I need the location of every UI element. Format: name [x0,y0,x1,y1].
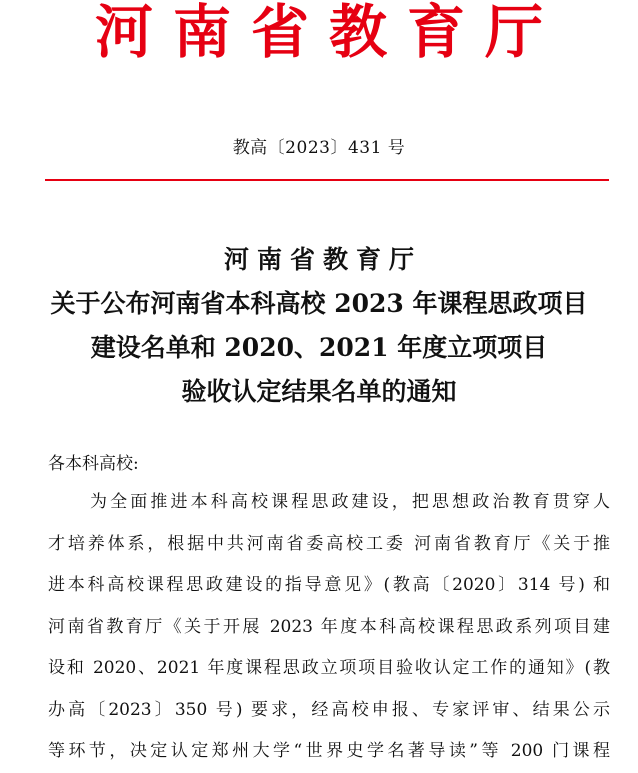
salutation: 各本科高校: [48,454,139,474]
title-line-3: 验收认定结果名单的通知 [181,377,457,406]
masthead-divider [45,179,609,181]
body-line: 办高〔2023〕350 号) 要求，经高校申报、专家评审、结果公示 [48,699,610,720]
body-line: 为全面推进本科高校课程思政建设，把思想政治教育贯穿人 [90,492,610,512]
body-line: 进本科高校课程思政建设的指导意见》(教高〔2020〕314 号) 和 [48,575,610,595]
title-line-2: 建设名单和 2020、2021 年度立项项目 [90,333,548,362]
document-number: 教高〔2023〕431 号 [232,138,406,158]
document-masthead: 河南省教育厅 [94,0,563,66]
body-line: 等环节，决定认定郑州大学“世界史学名著导读”等 200 门课程 [48,741,610,761]
title-issuer: 河南省教育厅 [223,245,422,274]
body-line: 设和 2020、2021 年度课程思政立项项目验收认定工作的通知》(教 [48,658,610,678]
body-line: 才培养体系，根据中共河南省委高校工委 河南省教育厅《关于推 [48,533,610,554]
notice-title [0,238,638,414]
title-line-1: 关于公布河南省本科高校 2023 年课程思政项目 [50,289,588,318]
notice-body [48,482,610,773]
body-line: 河南省教育厅《关于开展 2023 年度本科高校课程思政系列项目建 [48,616,610,637]
